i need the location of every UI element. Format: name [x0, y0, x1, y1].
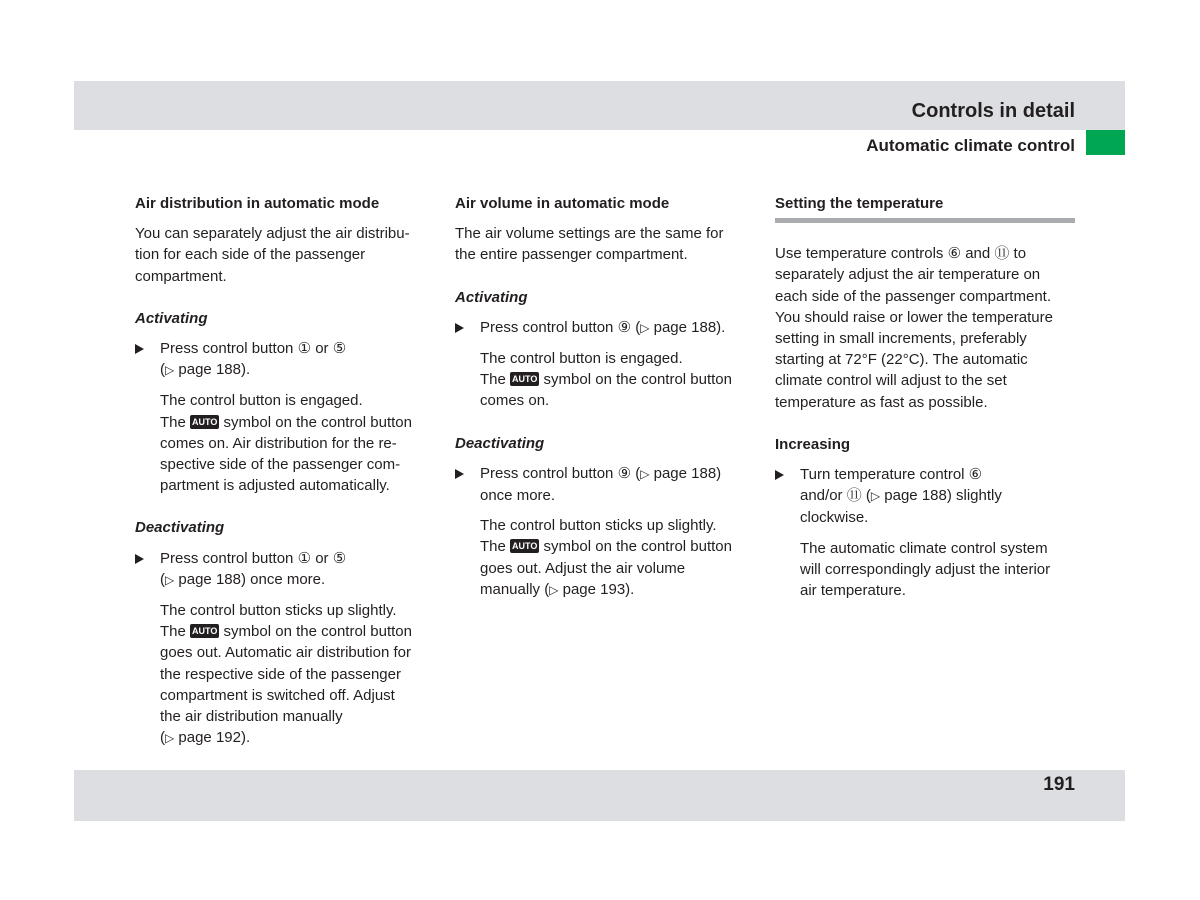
subheading-activating: Activating	[455, 288, 528, 306]
step-result: The automatic climate control system will correspondingly adjust the interior air temperature.	[800, 539, 1051, 600]
intro-line: the entire passenger compartment.	[455, 246, 688, 264]
instruction-step: Turn temperature control ⑥ and/or ⑪ (▷ page 188) slightly clockwise.	[775, 464, 1075, 529]
step-result: The control button sticks up slightly. The AUTO symbol on the control button goes out. Adjust the air volume manually (▷ page 193).	[480, 517, 732, 598]
arrow-icon: ▷	[165, 363, 175, 378]
instruction-step: Press control button ⑨ (▷ page 188).	[455, 317, 755, 339]
triangle-right-icon	[135, 344, 144, 354]
footer-band	[74, 770, 1125, 821]
chapter-title: Controls in detail	[911, 100, 1075, 122]
step-result: The control button is engaged. The AUTO symbol on the control button comes on.	[480, 350, 732, 410]
auto-symbol-icon: AUTO	[192, 416, 218, 427]
page-reference-link[interactable]: (▷ page 188).	[160, 361, 251, 379]
intro-line: separately adjust the air temperature on	[775, 266, 1041, 284]
control-button-9-icon: ⑨	[617, 318, 632, 336]
intro-line: compartment.	[135, 267, 227, 285]
intro-line: temperature as fast as possible.	[775, 393, 988, 411]
instruction-step: Press control button ⑨ (▷ page 188) once more.	[455, 463, 755, 506]
page-reference-link[interactable]: (▷ page 188).	[635, 318, 726, 336]
column-air-distribution	[135, 193, 435, 749]
step-result: The control button sticks up slightly. The AUTO symbol on the control button goes out. Automatic air distribution for the respective side of the passenger compartment is switched off. Adjust the air distribution manually (▷ page 192).	[135, 600, 435, 749]
subheading-deactivating: Deactivating	[135, 519, 225, 537]
auto-symbol-icon: AUTO	[512, 541, 538, 552]
page-reference-link[interactable]: (▷ page 188)	[635, 464, 722, 482]
heading-air-volume: Air volume in automatic mode	[455, 195, 670, 212]
page-reference-link[interactable]: ▷ page 193).	[549, 580, 635, 598]
column-temperature	[775, 193, 1075, 601]
arrow-icon: ▷	[165, 731, 175, 746]
arrow-icon: ▷	[640, 320, 650, 335]
auto-symbol-icon: AUTO	[192, 626, 218, 637]
chapter-tab-marker	[1086, 130, 1125, 155]
triangle-right-icon	[455, 469, 464, 479]
intro-line: You can separately adjust the air distribu-	[135, 225, 410, 243]
heading-setting-temperature: Setting the temperature	[775, 193, 1075, 223]
step-result: The control button is engaged. The AUTO symbol on the control button comes on. Air distribution for the re- spective side of the passenger com- partment is adjusted automatically.	[160, 392, 412, 495]
section-title: Automatic climate control	[866, 136, 1075, 155]
control-button-1-icon: ①	[297, 549, 312, 567]
instruction-step: Press control button ① or ⑤ (▷ page 188) once more.	[135, 548, 435, 591]
control-button-9-icon: ⑨	[617, 464, 632, 482]
intro-line: The air volume settings are the same for	[455, 225, 724, 243]
intro-line: Use temperature controls ⑥ and ⑪ to	[775, 245, 1027, 263]
triangle-right-icon	[455, 323, 464, 333]
page-reference-link[interactable]: (▷ page 192).	[160, 729, 251, 747]
intro-line: climate control will adjust to the set	[775, 372, 1007, 390]
intro-line: setting in small increments, preferably	[775, 330, 1027, 348]
control-button-1-icon: ①	[297, 340, 312, 358]
arrow-icon: ▷	[549, 582, 559, 597]
heading-air-distribution: Air distribution in automatic mode	[135, 195, 380, 212]
auto-symbol-icon: AUTO	[512, 374, 538, 385]
control-button-5-icon: ⑤	[332, 549, 347, 567]
arrow-icon: ▷	[165, 572, 175, 587]
subheading-increasing: Increasing	[775, 435, 851, 453]
subheading-activating: Activating	[135, 309, 208, 327]
control-button-5-icon: ⑤	[332, 340, 347, 358]
intro-line: You should raise or lower the temperature	[775, 308, 1053, 326]
intro-line: each side of the passenger compartment.	[775, 287, 1051, 305]
page-number: 191	[1043, 774, 1075, 795]
intro-line: tion for each side of the passenger	[135, 246, 366, 264]
intro-line: starting at 72°F (22°C). The automatic	[775, 351, 1028, 369]
page-reference-link[interactable]: ▷ page 188) slightly	[870, 487, 1002, 505]
arrow-icon: ▷	[870, 489, 881, 504]
triangle-right-icon	[775, 470, 784, 480]
instruction-step: Press control button ① or ⑤ (▷ page 188).	[135, 338, 435, 381]
arrow-icon: ▷	[640, 466, 650, 481]
column-air-volume	[455, 193, 755, 601]
subheading-deactivating: Deactivating	[455, 434, 545, 452]
page-reference-link[interactable]: (▷ page 188) once more.	[160, 570, 326, 588]
triangle-right-icon	[135, 554, 144, 564]
